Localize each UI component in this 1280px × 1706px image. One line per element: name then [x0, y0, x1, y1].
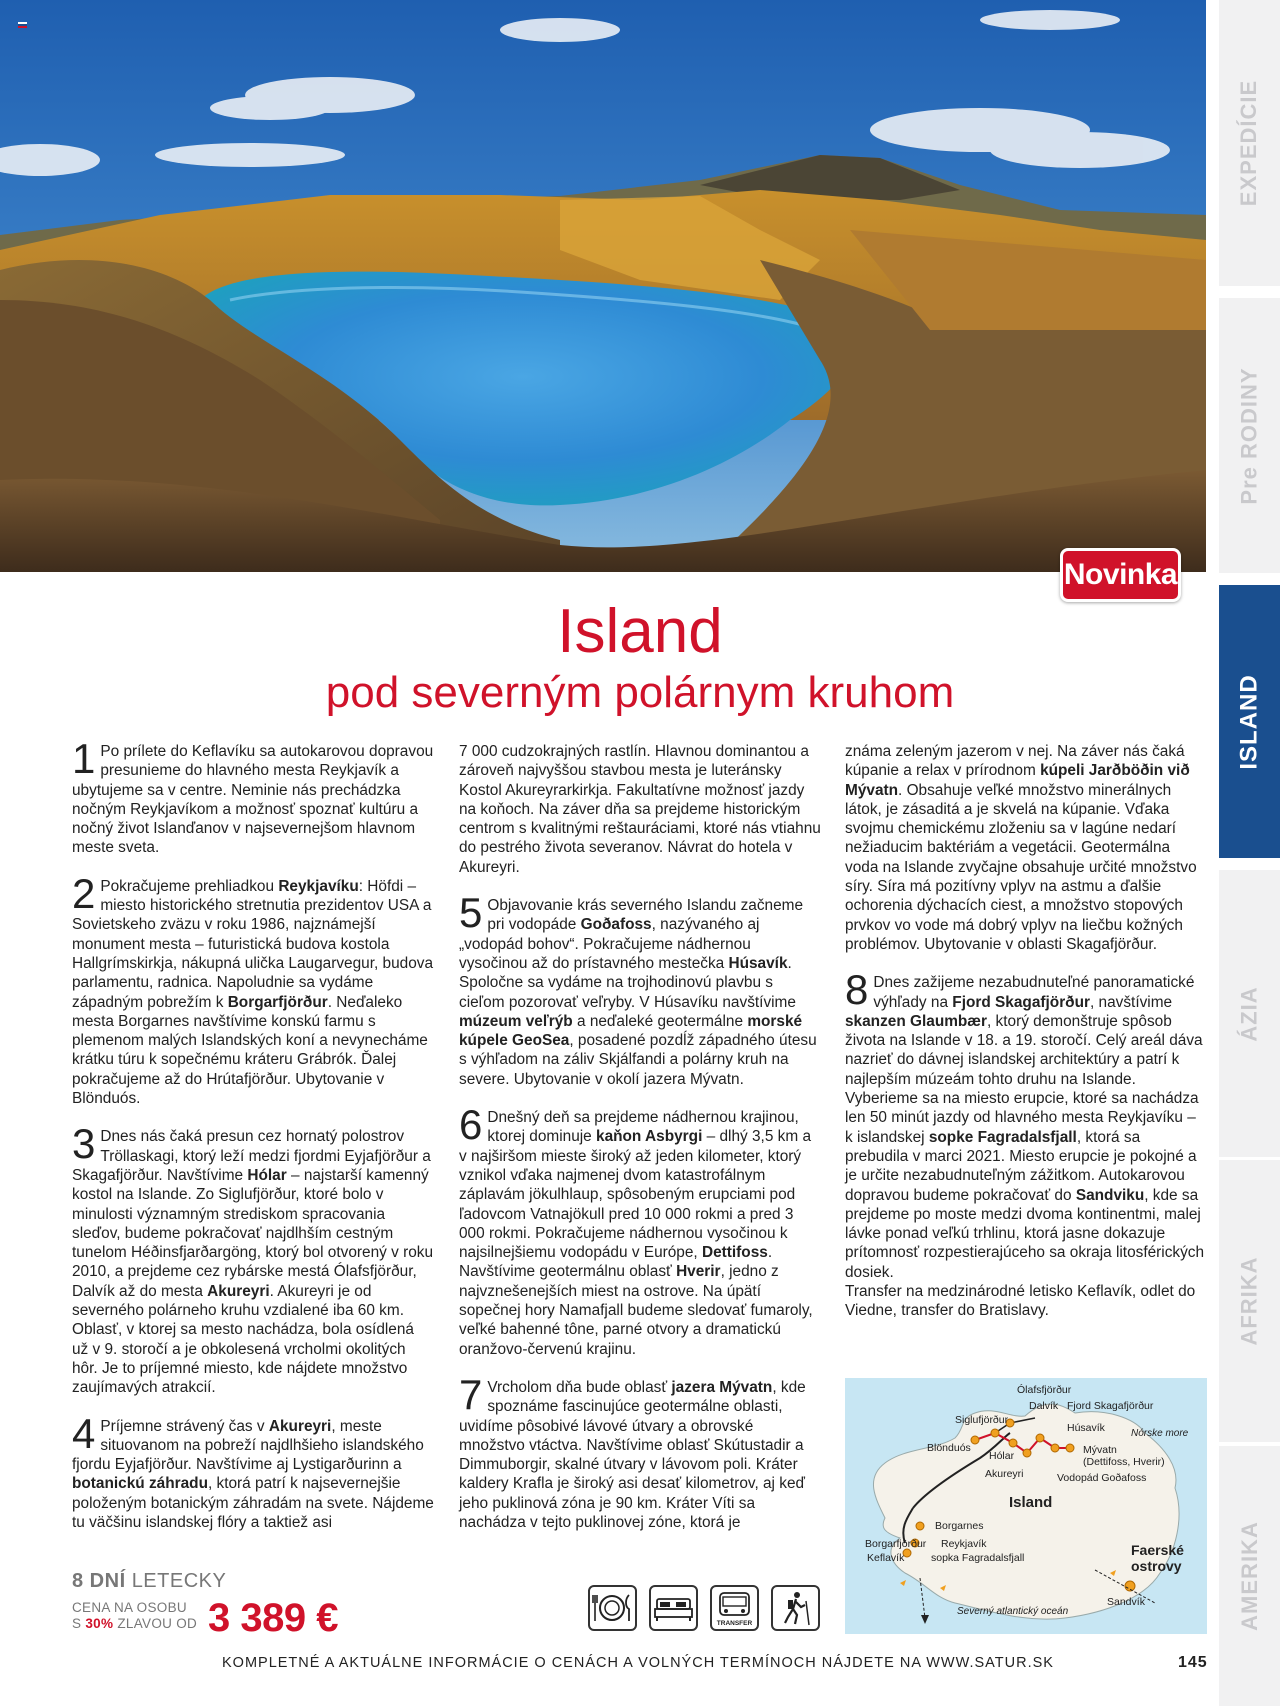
- map-label: Blönduós: [927, 1442, 971, 1454]
- map-label: (Dettifoss, Hverir): [1083, 1456, 1165, 1468]
- bed-icon: [649, 1585, 698, 1631]
- map-label: Húsavík: [1067, 1422, 1105, 1434]
- map-label: Fjord Skagafjörður: [1067, 1400, 1154, 1412]
- price-label: CENA NA OSOBU: [72, 1600, 187, 1615]
- meals-icon: [588, 1585, 637, 1631]
- text-column-1: [72, 735, 434, 1551]
- map-label: Dalvík: [1029, 1400, 1059, 1412]
- day-4-continued: 7 000 cudzokrajných rastlín. Hlavnou dominantou a zároveň najvyššou stavbou mesta je luteránsky Kostol Akureyrarkirkja. Fakultatívne možnosť jazdy na koňoch. Na záver dňa sa prejdeme historickým centrom s kvalitnými reštauráciami, ktoré nás vtiahnu do pestrého života severanov. Návrat do hotela v Akureyri.: [459, 743, 821, 876]
- day-7-continued: známa zeleným jazerom v nej. Na záver nás čaká kúpanie a relax v prírodnom kúpeli Jarðböðin við Mývatn. Obsahuje veľké množstvo minerálnych látok, je zásaditá a je skvelá na kúpanie. Vďaka svojmu chemickému zloženiu sa v lagúne nedarí nežiaducim baktériám a vegetácii. Geotermálna voda na Islande zvyčajne obsahuje určité množstvo síry. Síra má pozitívny vplyv na astmu a ďalšie ochorenia dýchacích ciest, a množstvo stopových prvkov vo vode má dobrý vplyv na liečbu kožných problémov. Ubytovanie v oblasti Skagafjörður.: [845, 743, 1197, 953]
- map-label: sopka Fagradalsfjall: [931, 1552, 1025, 1564]
- map-label: Hólar: [989, 1450, 1015, 1462]
- day-8-paragraph: 8 Dnes zažijeme nezabudnuteľné panoramatické výhľady na Fjord Skagafjörður, navštívime skanzen Glaumbær, ktorý demonštruje spôsob života na Islande v 18. a 19. storočí. Celý areál dáva nazrieť do dávnej islandskej architektúry a patrí k najlepším múzeám tohto druhu na Islande. Vyberieme sa na miesto erupcie, ktoré sa nachádza len 50 minút jazdy od hlavného mesta Reykjavíku – k islandskej sopke Fagradalsfjall, ktorá sa prebudila v marci 2021. Miesto erupcie je pokojné a je určite nezabudnuteľným zážitkom. Autokarovou dopravou budeme pokračovať do Sandviku, kde sa prejdeme po moste medzi dvoma kontinentmi, malej lávke ponad veľkú trhlinu, ktorá jasne dokazuje prítomnosť rozpestierajúceho sa okraja litosférických dosiek. Transfer na medzinárodné letisko Keflavík, odlet do Viedne, transfer do Bratislavy.: [845, 966, 1205, 1320]
- text-column-3: [845, 742, 1207, 1340]
- day-3-paragraph: 3 Dnes nás čaká presun cez hornatý polostrov Tröllaskagi, ktorý leží medzi fjordmi Eyjafjörður a Skagafjörður. Navštívime Hólar – najstarší kamenný kostol na Islande. Zo Siglufjörður, ktoré bolo v minulosti významným strediskom spracovania sleďov, budeme pokračovať najdlhším cestným tunelom Héðinsfjarðargöng, ktorý bol otvorený v roku 2010, a prejdeme cez rybárske mestá Ólafsfjörður, Dalvík až do mesta Akureyri. Akureyri je od severného polárneho kruhu vzdialené iba 60 km. Oblasť, v ktorej sa mesto nachádza, bola osídlená už v 9. storočí a je obkolesená vrcholmi okolitých hôr. Je to príjemné miesto, kde nájdete množstvo zaujímavých atrakcií.: [72, 1120, 434, 1397]
- hiking-icon: [771, 1585, 820, 1631]
- map-label: Ólafsfjörður: [1017, 1384, 1072, 1396]
- text-column-2: [459, 742, 821, 1551]
- route-map: [845, 1378, 1207, 1634]
- service-icons: [588, 1585, 820, 1631]
- map-label: Severný atlantický oceán: [957, 1606, 1069, 1617]
- map-label: Akureyri: [985, 1468, 1024, 1480]
- day-2-paragraph: 2 Pokračujeme prehliadkou Reykjavíku: Höfdi – miesto historického stretnutia prezidentov USA a Sovietskeho zväzu v roku 1986, najznámejší monument mesta – futuristická budova kostola Hallgrímskirkja, nákupná ulička Laugarvegur, budova parlamentu, radnica. Napoludnie sa vydáme západným pobrežím k Borgarfjörður. Neďaleko mesta Borgarnes navštívime konskú farmu s plemenom malých Islandských koní a nevynecháme krátku túru k sopečnému kráteru Grábrók. Ďalej pokračujeme až do Hrútafjörður. Ubytovanie v Blönduós.: [72, 869, 434, 1108]
- map-label: Keflavík: [867, 1552, 905, 1564]
- map-label: Faerské: [1131, 1542, 1184, 1558]
- hero-photo: [0, 0, 1206, 572]
- day-4-paragraph: 4 Príjemne strávený čas v Akureyri, meste situovanom na pobreží najdlhšieho islandského fjordu Eyjafjörður. Navštívime aj Lystigarðurinn a botanickú záhradu, ktorá patrí k najsevernejšie položeným botanickým záhradám na svete. Nájdeme tu väčšinu islandskej flóry a taktiež asi: [72, 1409, 434, 1531]
- tab-pre-rodiny[interactable]: Pre RODINY: [1219, 298, 1280, 573]
- map-label: Borgarnes: [935, 1520, 984, 1532]
- tab-amerika[interactable]: AMERIKA: [1219, 1446, 1280, 1706]
- map-label: Sandvík: [1107, 1596, 1145, 1608]
- map-label: Island: [1009, 1494, 1053, 1511]
- map-label: Borgarfjörður: [865, 1538, 927, 1550]
- tab-island[interactable]: ISLAND: [1219, 585, 1280, 858]
- new-badge: Novinka: [1060, 548, 1181, 602]
- map-label: Mývatn: [1083, 1444, 1117, 1456]
- bus-icon: TRANSFER: [710, 1585, 759, 1631]
- page-subtitle: pod severným polárnym kruhom: [325, 668, 955, 717]
- category-tabs: [1219, 0, 1280, 1706]
- map-label: Vodopád Goðafoss: [1057, 1472, 1147, 1484]
- tab-expedicie[interactable]: EXPEDÍCIE: [1219, 0, 1280, 286]
- tab-azia[interactable]: ÁZIA: [1219, 870, 1280, 1157]
- day-1-paragraph: 1 Po prílete do Keflavíku sa autokarovou dopravou presunieme do hlavného mesta Reykjavík a ubytujeme sa v centre. Neminie nás prechádzka nočným Reykjavíkom a možnosť spoznať kultúru a nočný život Islanďanov v najsevernejšom hlavnom meste sveta.: [72, 735, 434, 857]
- map-label: Reykjavík: [941, 1538, 987, 1550]
- price-value: 3 389 €: [208, 1596, 338, 1640]
- flag-icon: [18, 22, 27, 28]
- price-box: [72, 1596, 338, 1640]
- day-6-paragraph: 6 Dnešný deň sa prejdeme nádhernou krajinou, ktorej dominuje kaňon Asbyrgi – dlhý 3,5 km a v najširšom mieste široký až jeden kilometer, ktorý vznikol vďaka najmenej dvom katastrofálnym záplavám jökulhlaup, spôsobeným erupciami pod ľadovcom Vatnajökull pred 10 000 rokmi a pred 3 000 rokmi. Pokračujeme nádhernou vysočinou k najsilnejšiemu vodopádu v Európe, Dettifoss. Navštívime geotermálnu oblasť Hverir, jedno z najvznešenejších miest na ostrove. Na úpätí sopečnej hory Namafjall budeme sledovať fumaroly, veľké bahenné tône, parné otvory a dramatickú oranžovo-červenú krajinu.: [459, 1101, 813, 1358]
- footer-info: KOMPLETNÉ A AKTUÁLNE INFORMÁCIE O CENÁCH A VOLNÝCH TERMÍNOCH NÁJDETE NA WWW.SATUR.SK: [222, 1655, 1054, 1671]
- page-number: 145: [1178, 1654, 1208, 1671]
- page-title: Island: [557, 597, 723, 666]
- trip-duration: 8 DNÍ LETECKY: [72, 1570, 227, 1592]
- map-label: ostrovy: [1131, 1558, 1182, 1574]
- map-label: Siglufjörður: [955, 1414, 1009, 1426]
- tab-afrika[interactable]: AFRIKA: [1219, 1160, 1280, 1442]
- crater-lake-illustration: [0, 0, 1206, 572]
- day-7-paragraph: 7 Vrcholom dňa bude oblasť jazera Mývatn, kde spoznáme fascinujúce geotermálne oblasti, uvidíme pôsobivé lávové útvary a obrovské množstvo vtáctva. Navštívime oblasť Skútustadir a Dimmuborgir, skalné útvary v lávovom poli. Kráter kaldery Krafla je široký asi desať kilometrov, aj keď jeho puklinová zóna je 90 km. Kráter Víti sa nachádza v tejto puklinovej zóne, ktorá je: [459, 1370, 806, 1531]
- map-label: Nórske more: [1131, 1428, 1189, 1439]
- price-discount-label: S 30% ZLAVOU OD: [72, 1616, 198, 1631]
- day-5-paragraph: 5 Objavovanie krás severného Islandu začneme pri vodopáde Goðafoss, nazývaného aj „vodopád bohov“. Pokračujeme nádhernou vysočinou až do prístavného mestečka Húsavík. Spoločne sa vydáme na trojhodinovú plavbu s cieľom pozorovať veľryby. V Húsavíku navštívime múzeum veľrýb a neďaleké geotermálne morské kúpele GeoSea, posadené pozdĺž západného útesu s výhľadom na záliv Skjálfandi a polárny kruh na severe. Ubytovanie v okolí jazera Mývatn.: [459, 889, 817, 1088]
